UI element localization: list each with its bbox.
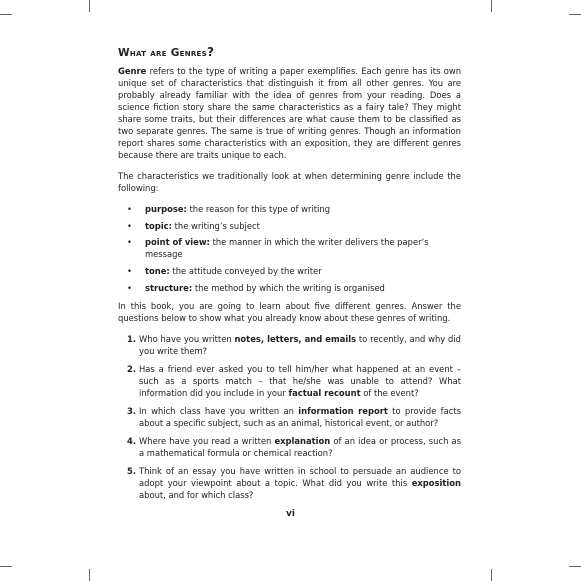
question-text: to recently, and why did you write them?	[139, 333, 461, 356]
page-content	[118, 42, 461, 507]
question-number: 1.	[127, 333, 137, 344]
item-text: the reason for this type of writing	[186, 204, 331, 214]
questions-intro: In this book, you are going to learn about five different genres. Answer the questions below to show what you already know about these genres of writing.	[118, 300, 461, 323]
genre-term: Genre	[118, 66, 147, 76]
bullet: •	[127, 266, 132, 277]
list-item	[118, 282, 461, 294]
question-text: Think of an essay you have written in school to persuade an audience to adopt your viewpoint about a topic. What did you write this	[139, 465, 461, 488]
question-keyword: information report	[298, 405, 388, 416]
question-text: of the event?	[360, 387, 419, 398]
question-item	[118, 465, 461, 501]
bullet: •	[127, 220, 132, 231]
page-number: vi	[286, 509, 295, 519]
question-text: In which class have you written an	[139, 405, 299, 416]
question-text: Has a friend ever asked you to tell him/her what happened at an event – such as a sports match – that he/she was unable to attend? What information did you include in your	[139, 363, 461, 398]
item-term: topic:	[145, 220, 172, 231]
question-number: 2.	[127, 363, 137, 374]
list-item	[118, 220, 461, 232]
list-item	[118, 236, 461, 260]
crop-mark	[89, 0, 90, 12]
question-item	[118, 405, 461, 429]
page-title	[118, 46, 461, 59]
crop-mark	[0, 566, 12, 567]
question-item	[118, 435, 461, 459]
item-text: the method by which the writing is organised	[192, 282, 385, 293]
crop-mark	[89, 569, 90, 581]
item-text: the attitude conveyed by the writer	[169, 266, 322, 277]
question-text: to provide facts about a specific subject, such as an animal, historical event, or author?	[139, 405, 461, 428]
question-text: Who have you written	[139, 333, 235, 344]
question-item	[118, 363, 461, 399]
bullet: •	[127, 204, 132, 214]
item-term: purpose:	[145, 204, 187, 214]
item-text: the writing’s subject	[171, 220, 260, 231]
question-keyword: factual recount	[288, 387, 361, 398]
question-keyword: exposition	[411, 477, 461, 488]
crop-mark	[569, 566, 581, 567]
characteristics-intro: The characteristics we traditionally look at when determining genre include the following:	[118, 171, 461, 193]
crop-mark	[491, 569, 492, 581]
question-text: about, and for which class?	[139, 489, 254, 500]
title-mark: ?	[206, 45, 215, 59]
characteristics-list	[118, 203, 461, 294]
list-item	[118, 203, 461, 215]
question-number: 3.	[127, 405, 137, 416]
question-text: Where have you read a written	[139, 435, 275, 446]
title-text: What are Genres	[118, 47, 207, 59]
crop-mark	[569, 14, 581, 15]
crop-mark	[491, 0, 492, 12]
intro-paragraph	[118, 65, 461, 161]
item-text: the manner in which the writer delivers the paper’s message	[145, 237, 429, 260]
question-keyword: explanation	[274, 435, 331, 446]
question-keyword: notes, letters, and emails	[234, 333, 357, 344]
item-term: point of view:	[145, 237, 210, 248]
bullet: •	[127, 282, 132, 293]
intro-text: refers to the type of writing a paper exemplifies. Each genre has its own unique set of characteristics that distinguish it from all other genres. You are probably already familiar with the idea of genres from your reading. Does a science fiction story share the same characteristics as a fairy tale? They might share some traits, but their differences are what cause them to be classified as two separate genres. The same is true of writing genres. Though an information report shares some characteristics with an exposition, they are different genres because there are traits unique to each.	[118, 66, 461, 160]
questions-list	[118, 333, 461, 501]
question-number: 5.	[127, 465, 137, 476]
item-term: structure:	[145, 282, 193, 293]
bullet: •	[127, 237, 132, 248]
item-term: tone:	[145, 266, 170, 277]
crop-mark	[0, 14, 12, 15]
question-number: 4.	[127, 435, 137, 446]
list-item	[118, 265, 461, 277]
question-text: of an idea or process, such as a mathematical formula or chemical reaction?	[139, 435, 461, 458]
question-item	[118, 333, 461, 357]
